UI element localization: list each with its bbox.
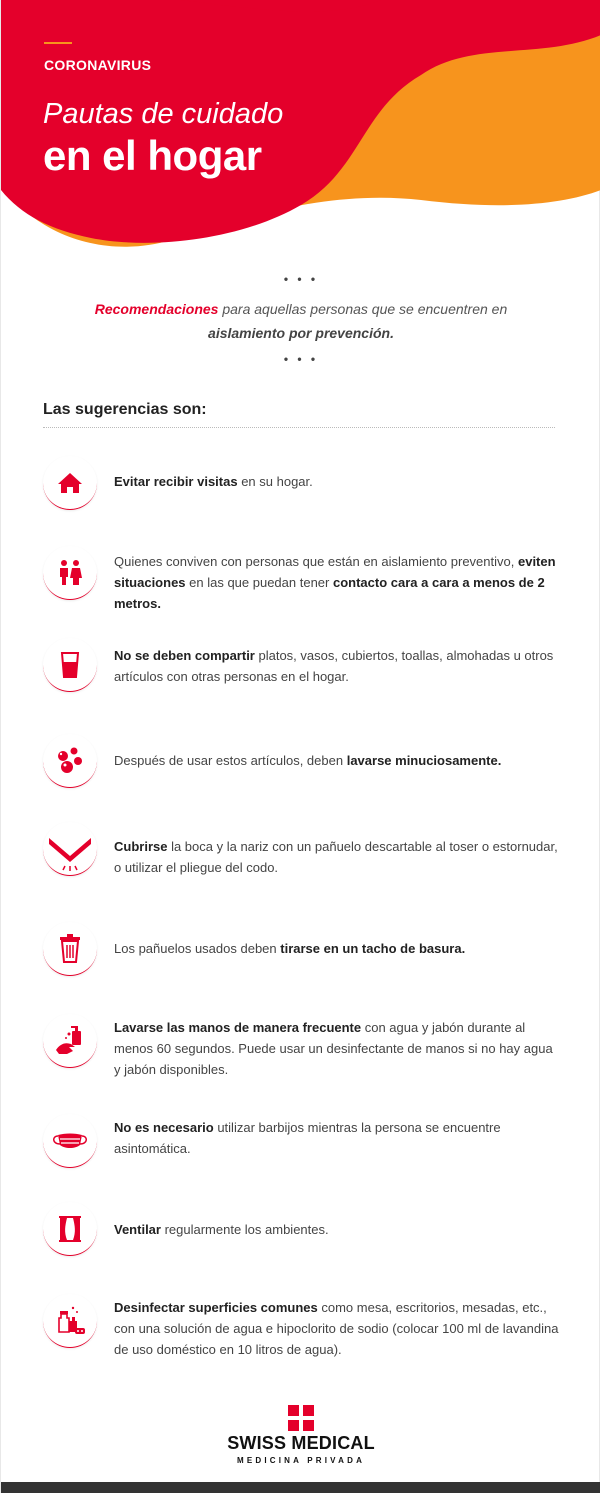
list-item-text <box>114 938 559 959</box>
section-divider <box>43 427 555 428</box>
handwash-icon <box>43 1014 97 1068</box>
glass-icon <box>43 638 97 692</box>
list-item-emphasis: Ventilar <box>114 1222 161 1237</box>
header-banner <box>1 0 600 260</box>
swiss-medical-logo-icon <box>287 1404 315 1432</box>
intro-strong: aislamiento por prevención. <box>208 325 394 341</box>
list-item-emphasis: Desinfectar superficies comunes <box>114 1300 318 1315</box>
list-item-text <box>114 471 559 492</box>
intro-dots-top: • • • <box>283 272 319 286</box>
section-heading: Las sugerencias son: <box>43 401 207 418</box>
list-item-run: regularmente los ambientes. <box>160 1222 329 1237</box>
list-item-text <box>114 1017 559 1080</box>
header-title-line2: en el hogar <box>43 132 262 179</box>
list-item-emphasis: eviten situaciones <box>114 554 556 590</box>
list-item-text <box>114 750 559 771</box>
header-accent-line <box>44 42 72 44</box>
header-title-line1: Pautas de cuidado <box>43 98 284 130</box>
window-curtains-icon <box>43 1202 97 1256</box>
cleaning-supplies-icon <box>43 1294 97 1348</box>
header-kicker: CORONAVIRUS <box>44 57 152 73</box>
trash-icon <box>43 922 97 976</box>
list-item-text <box>114 551 559 614</box>
mask-icon <box>43 1114 97 1168</box>
intro-highlight: Recomendaciones <box>94 301 219 317</box>
house-icon <box>43 456 97 510</box>
list-item-run: Después de usar estos artículos, deben <box>114 753 347 768</box>
list-item-run: Los pañuelos usados deben <box>114 941 281 956</box>
list-item-run: platos, vasos, cubiertos, toallas, almohadas u otros artículos con otras personas en el hogar. <box>114 648 554 684</box>
list-item-run: utilizar barbijos mientras la persona se encuentre asintomática. <box>114 1120 501 1156</box>
list-item-emphasis: Lavarse las manos de manera frecuente <box>114 1020 362 1035</box>
people-icon <box>43 546 97 600</box>
list-item-text <box>114 1219 559 1240</box>
list-item-emphasis: No se deben compartir <box>114 648 255 663</box>
list-item-text <box>114 645 559 687</box>
intro-text <box>61 297 541 345</box>
intro-body: para aquellas personas que se encuentren en <box>218 301 508 317</box>
elbow-cough-icon <box>43 822 97 876</box>
list-item-emphasis: No es necesario <box>114 1120 214 1135</box>
list-item-emphasis: Evitar recibir visitas <box>114 474 238 489</box>
list-item-run: Quienes conviven con personas que están en aislamiento preventivo, <box>114 554 518 569</box>
intro-dots-bottom: • • • <box>283 352 319 366</box>
list-item-run: con agua y jabón durante al menos 60 segundos. Puede usar un desinfectante de manos si no hay agua y jabón disponibles. <box>114 1020 553 1077</box>
logo-tagline: MEDICINA PRIVADA <box>236 1456 366 1465</box>
list-item-run: en su hogar. <box>237 474 313 489</box>
list-item-emphasis: contacto cara a cara a menos de 2 metros. <box>114 575 545 611</box>
footer-bar <box>1 1482 600 1493</box>
list-item-text <box>114 1117 559 1159</box>
list-item-emphasis: Cubrirse <box>114 839 168 854</box>
list-item-run: en las que puedan tener <box>185 575 333 590</box>
list-item-run: como mesa, escritorios, mesadas, etc., con una solución de agua e hipoclorito de sodio (colocar 100 ml de lavandina de uso doméstico en 10 litros de agua). <box>114 1300 559 1357</box>
list-item-text <box>114 836 559 878</box>
list-item-emphasis: tirarse en un tacho de basura. <box>280 941 466 956</box>
list-item-text <box>114 1297 559 1360</box>
list-item-emphasis: lavarse minuciosamente. <box>346 753 502 768</box>
list-item-run: la boca y la nariz con un pañuelo descartable al toser o estornudar, o utilizar el pliegue del codo. <box>114 839 558 875</box>
bubbles-icon <box>43 734 97 788</box>
logo-wordmark: SWISS MEDICAL <box>227 1433 375 1453</box>
